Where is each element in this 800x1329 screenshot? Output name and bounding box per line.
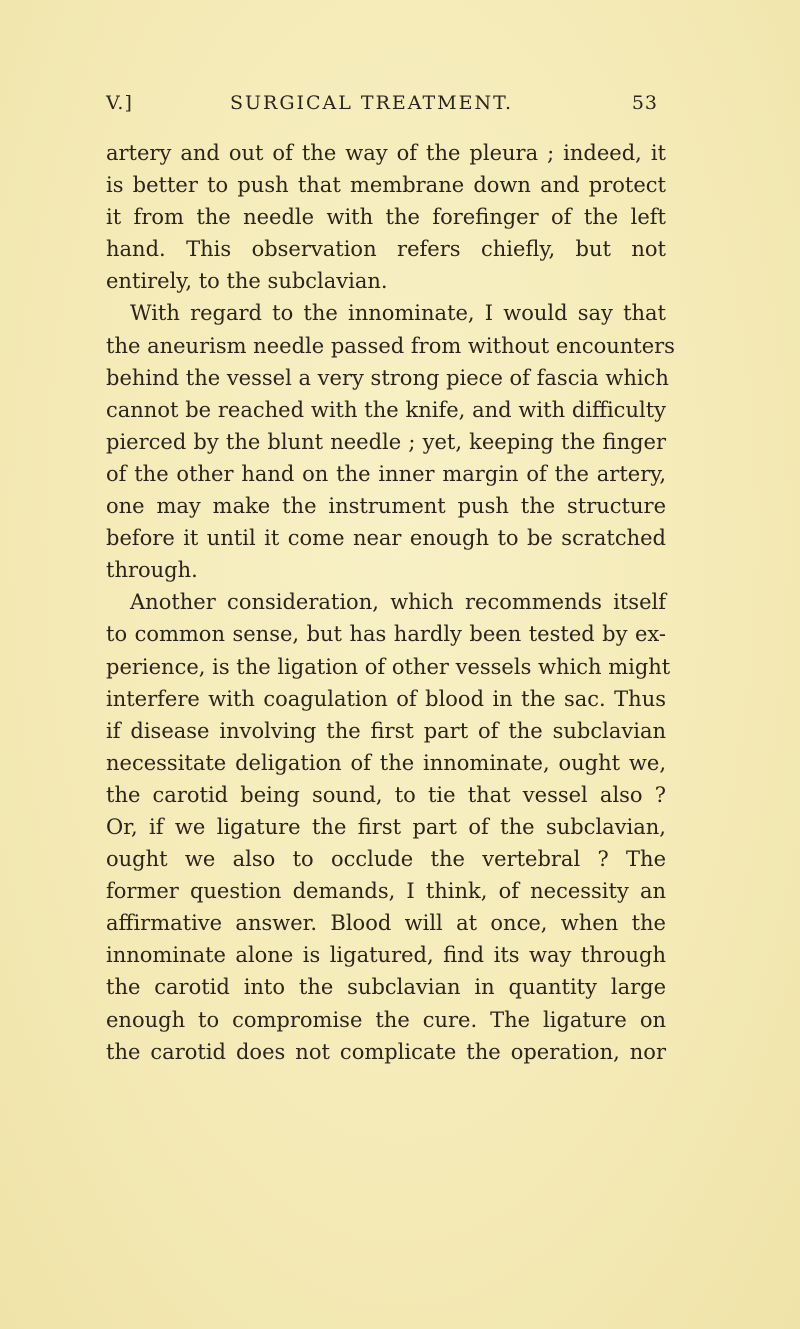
text-line: entirely, to the subclavian.: [106, 269, 388, 294]
text-line: is better to push that membrane down and protect: [106, 173, 666, 198]
text-line: interfere with coagulation of blood in the sac. Thus: [106, 686, 666, 711]
page-number: 53: [631, 92, 658, 114]
text-line: perience, is the ligation of other vessels which might: [106, 654, 671, 679]
text-line: innominate alone is ligatured, find its way through: [106, 943, 666, 968]
running-title: SURGICAL TREATMENT.: [230, 92, 514, 114]
text-line: through.: [106, 558, 198, 583]
running-head: [106, 92, 658, 122]
text-line: pierced by the blunt needle ; yet, keeping the finger: [106, 429, 666, 454]
text-line: of the other hand on the inner margin of the artery,: [106, 461, 666, 486]
text-line: cannot be reached with the knife, and with difficulty: [106, 397, 666, 422]
text-line: it from the needle with the forefinger of the left: [106, 205, 666, 230]
text-line: if disease involving the first part of the subclavian: [106, 718, 666, 743]
text-line: the carotid being sound, to tie that vessel also ?: [106, 782, 666, 807]
text-line: one may make the instrument push the structure: [106, 494, 666, 519]
text-line: Another consideration, which recommends itself: [130, 590, 666, 615]
text-line: necessitate deligation of the innominate, ought we,: [106, 750, 666, 775]
text-line: the aneurism needle passed from without encounters: [106, 333, 675, 358]
text-line: behind the vessel a very strong piece of fascia which: [106, 365, 669, 390]
text-line: affirmative answer. Blood will at once, when the: [106, 911, 666, 936]
text-line: hand. This observation refers chiefly, but not: [106, 237, 666, 262]
body-text: [106, 137, 675, 1068]
text-line: the carotid into the subclavian in quantity large: [106, 975, 666, 1000]
chapter-marker: V.]: [106, 92, 133, 114]
text-line: former question demands, I think, of necessity an: [106, 879, 666, 904]
text-line: With regard to the innominate, I would say that: [130, 301, 666, 326]
text-line: Or, if we ligature the first part of the subclavian,: [106, 814, 666, 839]
text-line: to common sense, but has hardly been tested by ex-: [106, 622, 666, 647]
text-line: before it until it come near enough to be scratched: [106, 526, 666, 551]
text-line: artery and out of the way of the pleura ; indeed, it: [106, 141, 666, 165]
text-line: ought we also to occlude the vertebral ? The: [106, 847, 666, 872]
text-line: enough to compromise the cure. The ligature on: [106, 1007, 666, 1032]
text-line: the carotid does not complicate the operation, nor: [106, 1039, 666, 1064]
